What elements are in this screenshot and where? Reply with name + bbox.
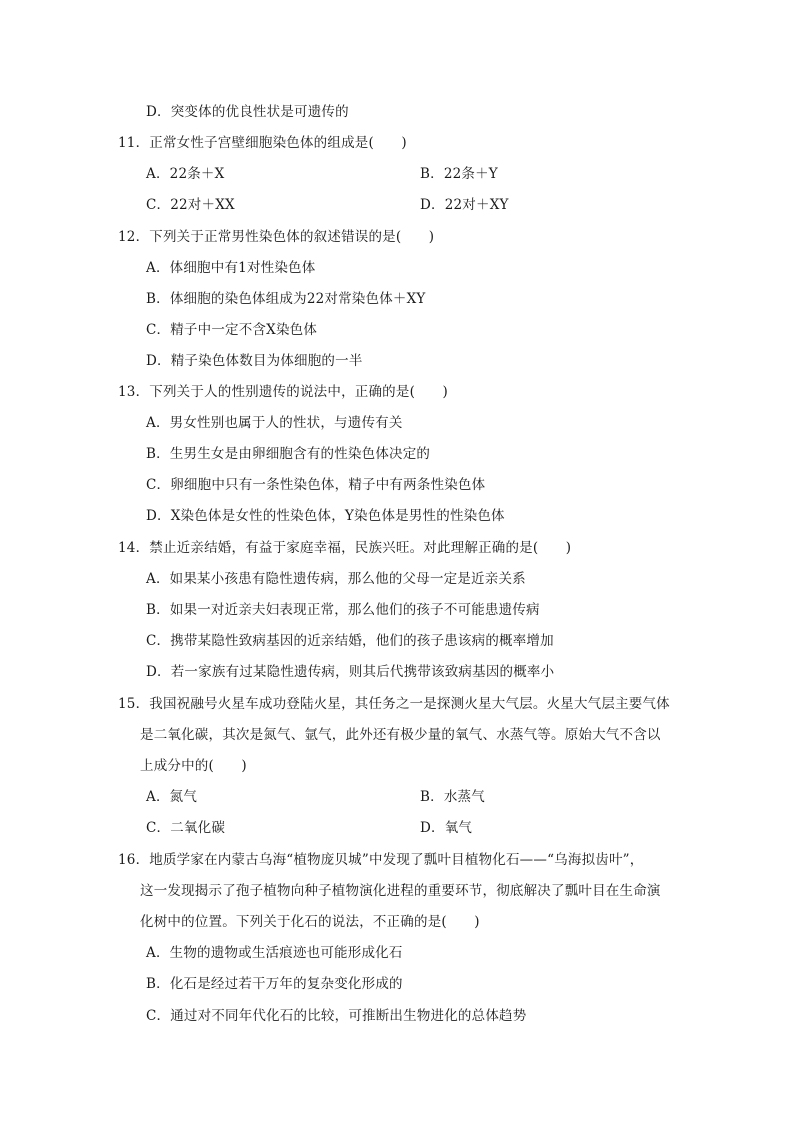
- q16-text-1: 地质学家在内蒙古乌海“植物庞贝城”中发现了瓢叶目植物化石——“乌海拟齿叶”，: [149, 852, 644, 868]
- q13-text: 下列关于人的性别遗传的说法中，正确的是( ): [149, 384, 448, 400]
- q15-stem-line-1: [118, 694, 670, 714]
- q15-stem-line-3: 上成分中的( ): [140, 758, 247, 774]
- q13-option-d: D．X染色体是女性的性染色体，Y染色体是男性的性染色体: [146, 508, 505, 524]
- q16-option-a: A．生物的遗物或生活痕迹也可能形成化石: [146, 945, 403, 961]
- q15-text-1: 我国祝融号火星车成功登陆火星，其任务之一是探测火星大气层。火星大气层主要气体: [149, 696, 670, 712]
- q15-number: 15．: [118, 696, 150, 712]
- q14-text: 禁止近亲结婚，有益于家庭幸福，民族兴旺。对此理解正确的是( ): [149, 540, 572, 556]
- q16-option-b: B．化石是经过若干万年的复杂变化形成的: [146, 976, 403, 992]
- q13-number: 13．: [118, 384, 150, 400]
- q16-number: 16．: [118, 852, 150, 868]
- q14-option-b: B．如果一对近亲夫妇表现正常，那么他们的孩子不可能患遗传病: [146, 602, 540, 618]
- q14-option-c: C．携带某隐性致病基因的近亲结婚，他们的孩子患该病的概率增加: [146, 633, 554, 649]
- q11-option-b: B．22条＋Y: [420, 166, 498, 182]
- q13-option-c: C．卵细胞中只有一条性染色体，精子中有两条性染色体: [146, 477, 486, 493]
- q12-option-b: B．体细胞的染色体组成为22对常染色体＋XY: [146, 291, 426, 307]
- q14-number: 14．: [118, 540, 150, 556]
- q10-option-d: D．突变体的优良性状是可遗传的: [146, 104, 349, 120]
- q11-option-a: A．22条＋X: [146, 166, 225, 182]
- q16-stem-line-1: [118, 850, 644, 870]
- q14-option-d: D．若一家族有过某隐性遗传病，则其后代携带该致病基因的概率小: [146, 664, 555, 680]
- q11-number: 11．: [118, 135, 150, 151]
- q16-stem-line-2: 这一发现揭示了孢子植物向种子植物演化进程的重要环节，彻底解决了瓢叶目在生命演: [140, 883, 661, 899]
- q12-stem: [118, 227, 434, 247]
- q16-option-c: C．通过对不同年代化石的比较，可推断出生物进化的总体趋势: [146, 1008, 527, 1024]
- q12-option-a: A．体细胞中有1对性染色体: [146, 260, 316, 276]
- q12-text: 下列关于正常男性染色体的叙述错误的是( ): [149, 229, 435, 245]
- q15-option-b: B．水蒸气: [420, 789, 485, 805]
- q13-option-b: B．生男生女是由卵细胞含有的性染色体决定的: [146, 446, 431, 462]
- q11-stem: [118, 133, 407, 153]
- q16-stem-line-3: 化树中的位置。下列关于化石的说法，不正确的是( ): [140, 914, 480, 930]
- q14-option-a: A．如果某小孩患有隐性遗传病，那么他的父母一定是近亲关系: [146, 571, 526, 587]
- q15-option-d: D．氧气: [420, 820, 473, 836]
- q12-number: 12．: [118, 229, 150, 245]
- q15-option-a: A．氮气: [146, 789, 198, 805]
- q14-stem: [118, 538, 571, 558]
- q11-option-c: C．22对＋XX: [146, 197, 235, 213]
- q13-stem: [118, 382, 448, 402]
- q12-option-c: C．精子中一定不含X染色体: [146, 322, 318, 338]
- q15-stem-line-2: 是二氧化碳，其次是氮气、氩气，此外还有极少量的氧气、水蒸气等。原始大气不含以: [140, 727, 661, 743]
- q15-option-c: C．二氧化碳: [146, 820, 226, 836]
- q13-option-a: A．男女性别也属于人的性状，与遗传有关: [146, 415, 403, 431]
- q12-option-d: D．精子染色体数目为体细胞的一半: [146, 353, 363, 369]
- q11-text: 正常女性子宫壁细胞染色体的组成是( ): [149, 135, 407, 151]
- q11-option-d: D．22对＋XY: [420, 197, 509, 213]
